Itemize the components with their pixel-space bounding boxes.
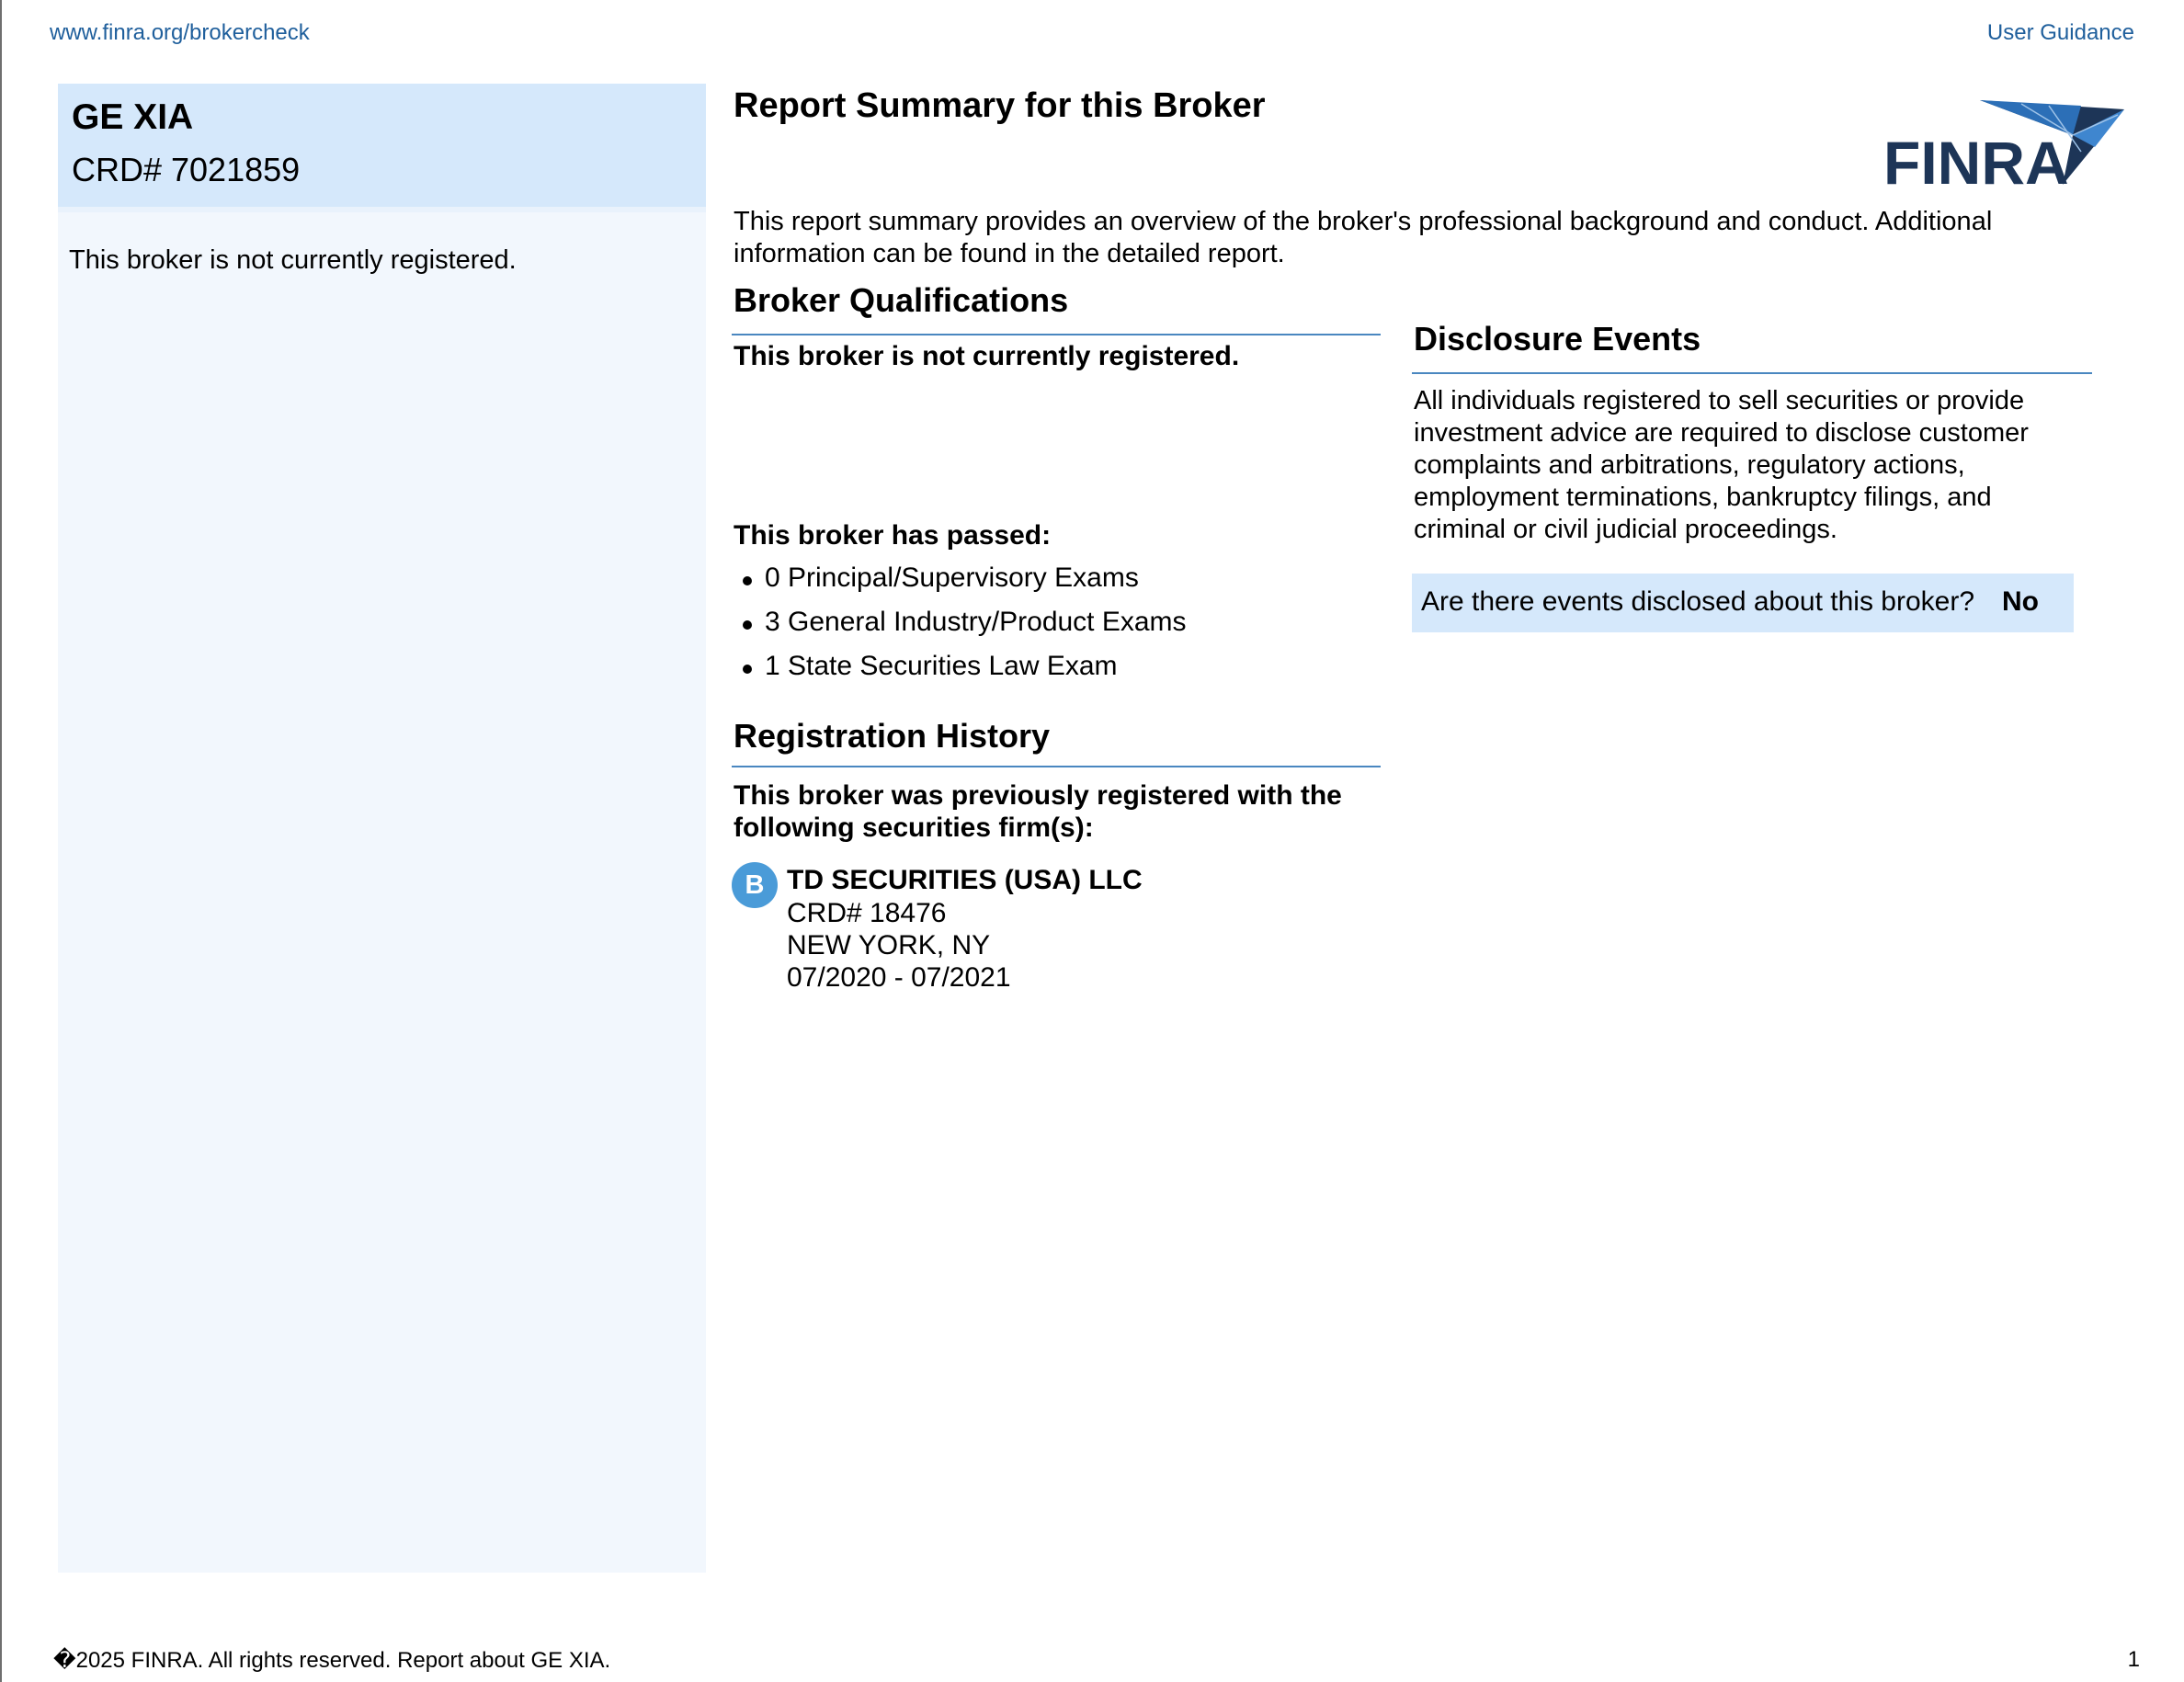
bullet-icon (743, 620, 752, 630)
firm-name: TD SECURITIES (USA) LLC (787, 865, 1143, 895)
broker-crd: CRD# 7021859 (72, 151, 301, 188)
qualifications-rule (732, 334, 1381, 335)
exam-item (743, 649, 1187, 693)
broker-header-box (58, 84, 706, 212)
sidebar-registration-status: This broker is not currently registered. (69, 245, 517, 275)
exams-passed-label: This broker has passed: (734, 520, 1052, 551)
svg-text:FINRA: FINRA (1883, 129, 2069, 188)
broker-sidebar (58, 84, 706, 1573)
report-title: Report Summary for this Broker (734, 86, 1266, 125)
bullet-icon (743, 576, 752, 585)
disclosure-rule (1412, 372, 2092, 374)
footer-copyright: �2025 FINRA. All rights reserved. Report about GE XIA. (53, 1648, 611, 1673)
page-left-border (0, 0, 2, 1682)
exam-item (743, 561, 1187, 605)
firm-crd: CRD# 18476 (787, 898, 947, 928)
report-intro: This report summary provides an overview of the broker's professional background and conduct. Additional information can be found in the detailed report. (734, 207, 1993, 268)
page-number: 1 (2127, 1647, 2140, 1672)
exam-label: 3 General Industry/Product Exams (765, 607, 1187, 637)
exam-label: 1 State Securities Law Exam (765, 651, 1118, 681)
disclosure-answer: No (2002, 586, 2039, 617)
qualifications-status: This broker is not currently registered. (734, 341, 1240, 371)
firm-dates: 07/2020 - 07/2021 (787, 962, 1011, 993)
registration-history-rule (732, 766, 1381, 767)
brokercheck-link[interactable]: www.finra.org/brokercheck (50, 20, 310, 45)
exam-item (743, 605, 1187, 649)
broker-badge-icon: B (732, 862, 778, 908)
firm-location: NEW YORK, NY (787, 930, 991, 960)
disclosure-text: All individuals registered to sell securities or provide investment advice are required to disclose customer complaints and arbitrations, regulatory actions, employment terminations, bankruptcy filings, and criminal or civil judicial proceedings. (1414, 386, 2029, 544)
exam-label: 0 Principal/Supervisory Exams (765, 563, 1139, 593)
broker-name: GE XIA (72, 97, 194, 137)
qualifications-heading: Broker Qualifications (734, 281, 1069, 319)
bullet-icon (743, 665, 752, 674)
disclosure-question: Are there events disclosed about this broker? (1421, 586, 1975, 617)
disclosure-answer-box (1412, 574, 2074, 632)
exam-list (743, 561, 1187, 693)
disclosure-heading: Disclosure Events (1414, 320, 1701, 358)
registration-history-heading: Registration History (734, 717, 1051, 755)
finra-logo (1883, 97, 2127, 188)
registration-history-lead: This broker was previously registered with the following securities firm(s): (734, 780, 1342, 843)
user-guidance-link[interactable]: User Guidance (1986, 20, 2134, 45)
